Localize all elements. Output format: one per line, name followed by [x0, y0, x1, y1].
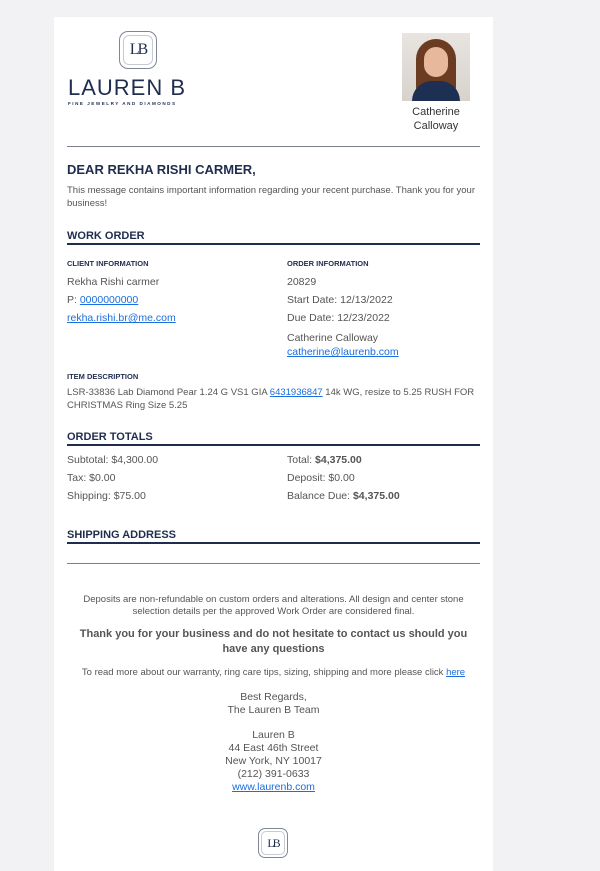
client-phone-link[interactable]: 0000000000	[79, 294, 139, 306]
start-date: Start Date: 12/13/2022	[287, 294, 393, 306]
company-address: Lauren B 44 East 46th Street New York, NY 10017 (212) 391-0633 www.laurenb.com	[225, 729, 322, 793]
totals-right	[287, 451, 482, 505]
lb-monogram-icon[interactable]: LB	[258, 828, 288, 858]
thanks-message: Thank you for your business and do not hesitate to contact us should you have any questions	[79, 628, 468, 655]
email-card	[54, 17, 493, 871]
brand-wordmark: LAUREN B	[68, 75, 187, 100]
agent-photo	[402, 33, 470, 101]
divider	[67, 444, 480, 446]
item-text: LSR-33836 Lab Diamond Pear 1.24 G VS1 GIA 6431936847 14k WG, resize to 5.25 RUSH FOR CHRISTMAS Ring Size 5.25	[67, 387, 475, 411]
divider	[67, 563, 480, 564]
client-name: Rekha Rishi carmer	[67, 276, 160, 288]
order-number: 20829	[287, 276, 317, 288]
deposit: Deposit: $0.00	[287, 472, 355, 484]
more-info: To read more about our warranty, ring care tips, sizing, shipping and more please click here	[81, 667, 466, 678]
more-info-link[interactable]: here	[446, 667, 466, 678]
regards: Best Regards, The Lauren B Team	[227, 691, 320, 716]
total: Total: $4,375.00	[287, 454, 362, 466]
divider	[67, 243, 480, 245]
client-email-link[interactable]: rekha.rishi.br@me.com	[67, 312, 176, 324]
due-date: Due Date: 12/23/2022	[287, 312, 390, 324]
rep-email-link[interactable]: catherine@laurenb.com	[287, 346, 399, 358]
greeting-heading: DEAR REKHA RISHI CARMER,	[67, 162, 256, 177]
order-information: ORDER INFORMATION 20829 Start Date: 12/13/2022 Due Date: 12/23/2022 Catherine Calloway catherine@laurenb.com	[287, 259, 482, 359]
lauren-b-logo[interactable]	[68, 31, 210, 106]
website-link[interactable]: www.laurenb.com	[232, 781, 315, 793]
intro-text: This message contains important information regarding your recent purchase. Thank you for your business!	[67, 185, 476, 209]
lb-monogram-icon: LB	[119, 31, 157, 69]
subtotal: Subtotal: $4,300.00	[67, 454, 159, 466]
footer	[67, 594, 480, 794]
gia-report-link[interactable]: 6431936847	[269, 387, 323, 398]
divider	[67, 146, 480, 147]
divider	[67, 542, 480, 544]
work-order-title: WORK ORDER	[67, 230, 145, 242]
item-description: ITEM DESCRIPTION LSR-33836 Lab Diamond Pear 1.24 G VS1 GIA 6431936847 14k WG, resize to 5.25 RUSH FOR CHRISTMAS Ring Size 5.25	[67, 372, 480, 412]
balance-due: Balance Due: $4,375.00	[287, 490, 400, 502]
client-information: CLIENT INFORMATION Rekha Rishi carmer P: 0000000000 rekha.rishi.br@me.com	[67, 259, 267, 327]
totals-left	[67, 451, 267, 505]
order-totals-title: ORDER TOTALS	[67, 431, 153, 443]
agent-name: Catherine Calloway	[412, 106, 460, 132]
tax: Tax: $0.00	[67, 472, 116, 484]
shipping-address-title: SHIPPING ADDRESS	[67, 529, 177, 541]
rep-name: Catherine Calloway	[287, 332, 379, 344]
agent-card	[402, 33, 470, 133]
shipping-cost: Shipping: $75.00	[67, 490, 146, 502]
disclaimer: Deposits are non-refundable on custom orders and alterations. All design and center stone selection details per the approved Work Order are considered final.	[83, 594, 464, 617]
client-phone: P: 0000000000	[67, 294, 139, 306]
brand-tagline: FINE JEWELRY AND DIAMONDS	[68, 101, 177, 106]
